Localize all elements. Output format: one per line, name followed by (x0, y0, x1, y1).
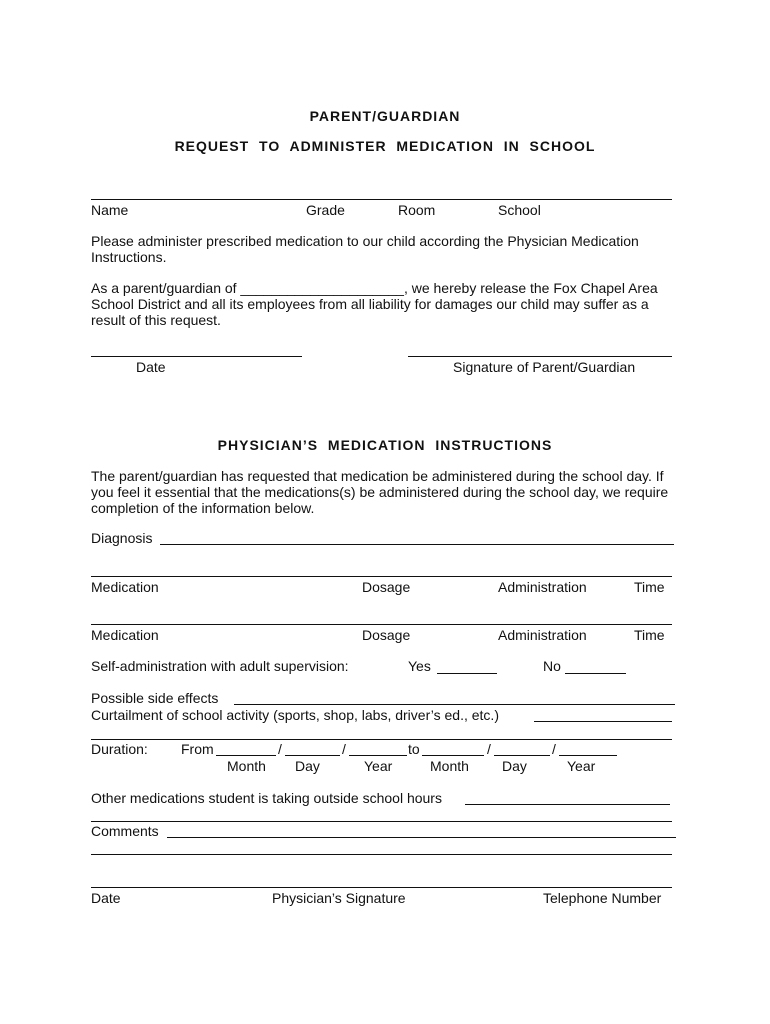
other-medications-label: Other medications student is taking outside school hours (91, 790, 442, 806)
from-month-line[interactable] (216, 755, 276, 756)
to-month-line[interactable] (422, 755, 484, 756)
administration-label-1: Administration (498, 579, 587, 595)
medication-line-2[interactable] (91, 624, 672, 625)
dosage-label-1: Dosage (362, 579, 411, 595)
physician-intro-paragraph: The parent/guardian has requested that medication be administered during the school day. If you feel it essential that the medications(s) be administered during the school day, we require completion of the information below. (91, 468, 669, 516)
name-label: Name (91, 202, 129, 218)
yes-line[interactable] (437, 673, 497, 674)
medication-label-2: Medication (91, 627, 159, 643)
footer-date-label: Date (91, 890, 121, 906)
from-year-line[interactable] (349, 755, 407, 756)
no-label: No (543, 658, 561, 674)
from-slash-2: / (342, 741, 346, 757)
to-year-label: Year (567, 758, 596, 774)
to-day-label: Day (502, 758, 527, 774)
duration-label: Duration: (91, 741, 148, 757)
from-slash-1: / (278, 741, 282, 757)
curtailment-line[interactable] (534, 721, 672, 722)
physician-signature-line[interactable] (91, 887, 672, 888)
no-line[interactable] (565, 673, 626, 674)
medication-label-1: Medication (91, 579, 159, 595)
side-effects-label: Possible side effects (91, 690, 219, 706)
to-slash-1: / (487, 741, 491, 757)
from-day-line[interactable] (285, 755, 340, 756)
to-day-line[interactable] (494, 755, 550, 756)
dosage-label-2: Dosage (362, 627, 411, 643)
grade-label: Grade (306, 202, 345, 218)
form-subtitle: REQUEST TO ADMINISTER MEDICATION IN SCHOOL (174, 138, 596, 154)
time-label-2: Time (634, 627, 665, 643)
from-label: From (181, 741, 214, 757)
other-medications-extra-line[interactable] (91, 821, 672, 822)
other-medications-line[interactable] (465, 804, 670, 805)
physician-section-title: PHYSICIAN’S MEDICATION INSTRUCTIONS (217, 437, 553, 453)
yes-label: Yes (408, 658, 431, 674)
curtailment-label: Curtailment of school activity (sports, shop, labs, driver’s ed., etc.) (91, 707, 499, 723)
form-title: PARENT/GUARDIAN (309, 108, 461, 124)
administration-label-2: Administration (498, 627, 587, 643)
release-paragraph: As a parent/guardian of _____________________, we hereby release the Fox Chapel Area School District and all its employees from all liability for damages our child may suffer as a result of this request. (91, 280, 658, 328)
to-month-label: Month (430, 758, 469, 774)
diagnosis-line[interactable] (160, 544, 674, 545)
physician-signature-label: Physician’s Signature (272, 890, 406, 906)
to-label: to (408, 741, 420, 757)
telephone-number-label: Telephone Number (543, 890, 662, 906)
instruction-paragraph: Please administer prescribed medication to our child according the Physician Medication Instructions. (91, 233, 639, 265)
parent-date-label: Date (136, 359, 166, 375)
curtailment-extra-line[interactable] (91, 739, 672, 740)
side-effects-line[interactable] (234, 704, 675, 705)
comments-extra-line[interactable] (91, 854, 672, 855)
parent-date-line[interactable] (91, 356, 302, 357)
room-label: Room (398, 202, 436, 218)
from-month-label: Month (227, 758, 266, 774)
from-year-label: Year (364, 758, 393, 774)
comments-label: Comments (91, 823, 159, 839)
parent-signature-label: Signature of Parent/Guardian (453, 359, 636, 375)
time-label-1: Time (634, 579, 665, 595)
medication-line-1[interactable] (91, 576, 672, 577)
school-label: School (498, 202, 541, 218)
self-administration-label: Self-administration with adult supervision: (91, 658, 349, 674)
diagnosis-label: Diagnosis (91, 530, 153, 546)
parent-signature-line[interactable] (408, 356, 672, 357)
student-info-line[interactable] (91, 199, 672, 200)
to-year-line[interactable] (559, 755, 617, 756)
to-slash-2: / (552, 741, 556, 757)
from-day-label: Day (295, 758, 320, 774)
comments-line[interactable] (167, 837, 676, 838)
